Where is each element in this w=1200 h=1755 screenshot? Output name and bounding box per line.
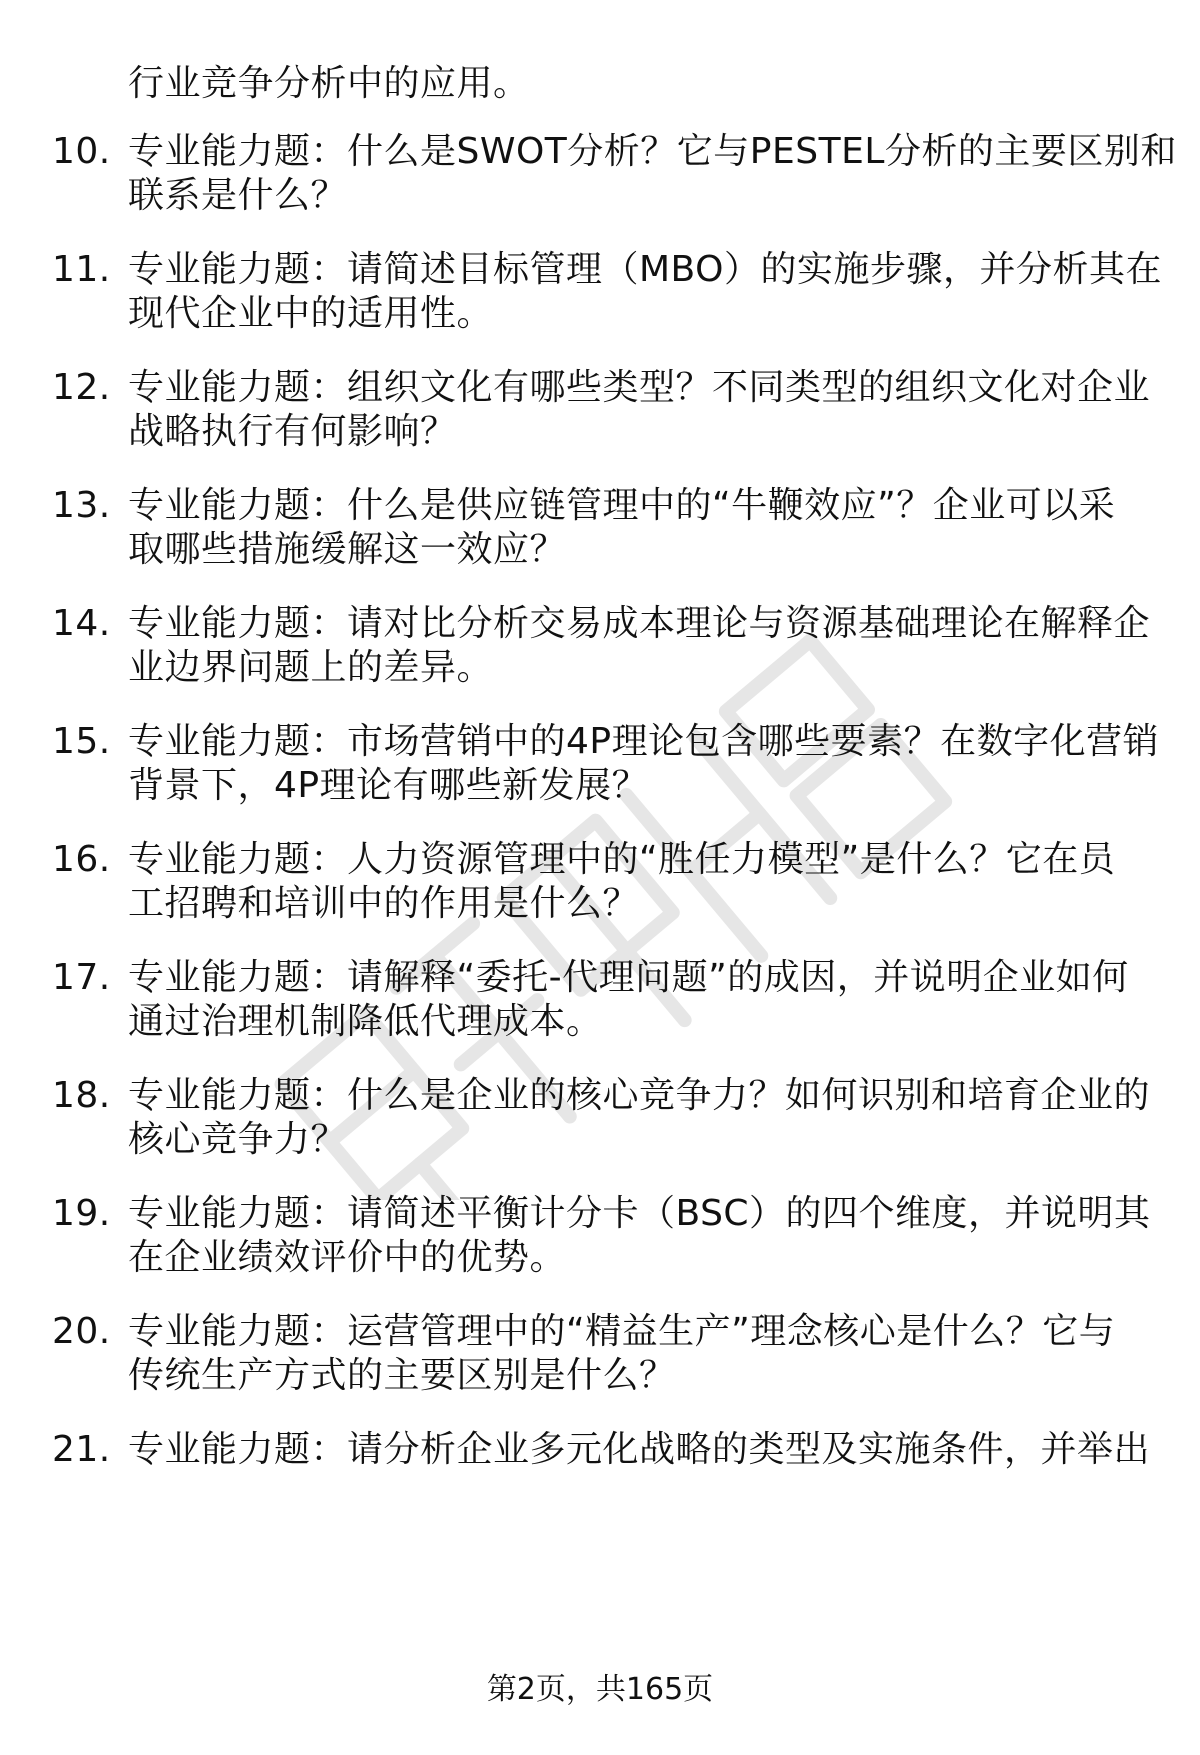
question-text-line2: 业边界问题上的差异。 xyxy=(128,647,494,688)
question-text-line1: 专业能力题：请简述目标管理（MBO）的实施步骤，并分析其在 xyxy=(128,249,1162,290)
question-text-line2: 工招聘和培训中的作用是什么？ xyxy=(128,883,640,924)
question-text-line1: 专业能力题：组织文化有哪些类型？不同类型的组织文化对企业 xyxy=(128,367,1151,408)
question-text-line2: 背景下，4P理论有哪些新发展？ xyxy=(128,765,649,806)
question-text-line1: 专业能力题：什么是SWOT分析？它与PESTEL分析的主要区别和 xyxy=(128,131,1177,172)
question-text-line2: 在企业绩效评价中的优势。 xyxy=(128,1237,567,1278)
question-text-line2: 现代企业中的适用性。 xyxy=(128,293,494,334)
question-number: 14. xyxy=(52,603,111,644)
question-text-line1: 专业能力题：请对比分析交易成本理论与资源基础理论在解释企 xyxy=(128,603,1151,644)
question-text-line2: 通过治理机制降低代理成本。 xyxy=(128,1001,603,1042)
question-number: 18. xyxy=(52,1075,111,1116)
question-text-line1: 专业能力题：请简述平衡计分卡（BSC）的四个维度，并说明其 xyxy=(128,1193,1151,1234)
question-number: 11. xyxy=(52,249,111,290)
question-text-line1: 专业能力题：运营管理中的“精益生产”理念核心是什么？它与 xyxy=(128,1311,1116,1352)
question-text-line1: 专业能力题：什么是企业的核心竞争力？如何识别和培育企业的 xyxy=(128,1075,1151,1116)
question-number: 12. xyxy=(52,367,111,408)
question-text-line1: 专业能力题：人力资源管理中的“胜任力模型”是什么？它在员 xyxy=(128,839,1116,880)
question-number: 20. xyxy=(52,1311,111,1352)
question-text-line2: 传统生产方式的主要区别是什么？ xyxy=(128,1355,676,1396)
question-text-line1: 专业能力题：什么是供应链管理中的“牛鞭效应”？企业可以采 xyxy=(128,485,1116,526)
question-text-line2: 联系是什么？ xyxy=(128,175,348,216)
question-number: 21. xyxy=(52,1429,111,1470)
question-text-line1: 专业能力题：市场营销中的4P理论包含哪些要素？在数字化营销 xyxy=(128,721,1160,762)
question-number: 16. xyxy=(52,839,111,880)
question-text-line1: 专业能力题：请分析企业多元化战略的类型及实施条件，并举出 xyxy=(128,1429,1151,1470)
question-text-line2: 核心竞争力？ xyxy=(128,1119,348,1160)
page-footer: 第2页，共165页 xyxy=(486,1672,714,1707)
question-text-line2: 战略执行有何影响？ xyxy=(128,411,457,452)
question-number: 10. xyxy=(52,131,111,172)
question-number: 19. xyxy=(52,1193,111,1234)
question-text-line1: 专业能力题：请解释“委托-代理问题”的成因，并说明企业如何 xyxy=(128,957,1129,998)
question-text-line2: 取哪些措施缓解这一效应？ xyxy=(128,529,567,570)
question-number: 17. xyxy=(52,957,111,998)
question-number: 13. xyxy=(52,485,111,526)
question-number: 15. xyxy=(52,721,111,762)
continuation-text: 行业竞争分析中的应用。 xyxy=(128,63,530,104)
